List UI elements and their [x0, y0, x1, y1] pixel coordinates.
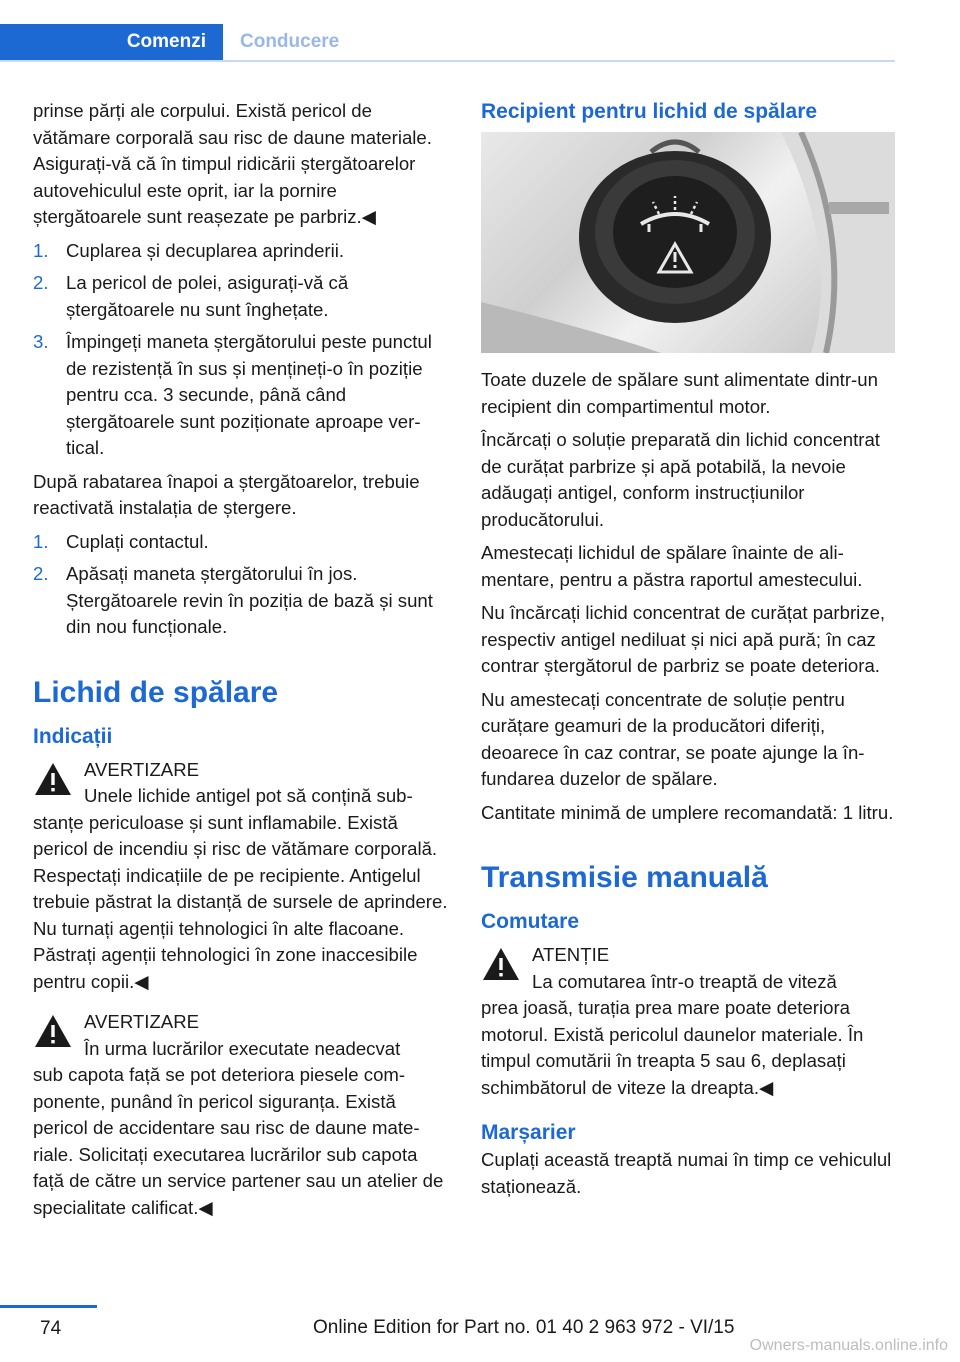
left-column: [33, 98, 448, 1228]
reverse-title: Marșarier: [481, 1121, 576, 1144]
intro-paragraph: prinse părți ale corpului. Există pericol de vătămare corporală sau risc de daune materiale. Asigurați-vă că în timpul ridicării ștergătoarelor autovehiculul este oprit, iar la pornire ștergătoarele sunt reașezate pe parbriz.◀: [33, 100, 432, 227]
subsection-title-comutare: Comutare: [481, 910, 580, 933]
step-text: Cuplați contactul.: [66, 530, 209, 552]
warning-triangle-icon: [33, 761, 73, 797]
paragraph: Nu încărcați lichid concentrat de curățat parbrize, respectiv antigel nediluat și nici apă pură; în caz contrar ștergătorul de parbriz se poate deteriora.: [481, 602, 886, 676]
warning-first-line: În urma lucrărilor executate neadecvat: [84, 1037, 401, 1059]
step-number: 2.: [33, 272, 49, 293]
recipient-title: Recipient pentru lichid de spălare: [481, 100, 818, 123]
paragraph: Nu amestecați concentrate de soluție pentru curățare geamuri de la producători diferiți, deoarece în caz contrar, se poate ajunge la înfundarea duzelor de spălare.: [481, 688, 865, 789]
steps-list-b: [33, 529, 448, 641]
subsection-title-indicatii: Indicații: [33, 724, 113, 748]
section-title-lichid: Lichid de spălare: [33, 675, 279, 709]
edition-label: Online Edition for Part no. 01 40 2 963 972 - VI/15: [313, 1317, 735, 1338]
reverse-text: Cuplați această treaptă numai în timp ce vehiculul staționează.: [481, 1149, 892, 1197]
caution-title: ATENȚIE: [532, 944, 610, 965]
paragraph: Încărcați o soluție preparată din lichid concentrat de curățat parbrize și apă potabilă, la nevoie adăugați antigel, conform instrucțiunilor producătorului.: [481, 429, 880, 530]
warning-first-line: Unele lichide antigel pot să conțină sub-: [84, 785, 413, 806]
list-item: [33, 529, 448, 556]
caution-text: prea joasă, turația prea mare poate deteriora motorul. Există pericolul daunelor materiale. În timpul comutării în treapta 5 sau 6, deplasați schimbătorul de viteze la dreapta.◀: [481, 997, 864, 1098]
step-text: Apăsați maneta ștergătorului în jos. Ștergătoarele revin în poziția de bază și sunt din nou funcționale.: [66, 563, 433, 637]
warning-triangle-icon: [33, 1013, 73, 1049]
step-number: 1.: [33, 530, 49, 552]
caution-block: [481, 942, 896, 1101]
list-item: [33, 329, 448, 462]
step-text: Împingeți maneta ștergătorului peste punctul de rezistență în sus și mențineți-o în poziție pentru cca. 3 secunde, până când ștergătoarele sunt poziționate aproape vertical.: [66, 331, 432, 458]
tab-comenzi[interactable]: Comenzi: [0, 24, 223, 60]
right-column: [481, 98, 896, 1207]
step-number: 3.: [33, 331, 49, 352]
section-title-transmisie: Transmisie manuală: [481, 861, 768, 894]
tab-conducere[interactable]: Conducere: [240, 31, 340, 52]
after-paragraph: După rabatarea înapoi a ștergătoarelor, trebuie reactivată instalația de ștergere.: [33, 470, 420, 518]
step-text: La pericol de polei, asigurați-vă că ștergătoarele nu sunt înghețate.: [66, 272, 349, 320]
warning-text: sub capota față se pot deteriora piesele componente, punând în pericol siguranța. Există pericol de accidentare sau risc de daune materiale. Solicitați executarea lucrărilor sub capota față de către un service partener sau un atelier de specialitate calificat.◀: [33, 1064, 444, 1218]
washer-cap-illustration: [481, 132, 895, 353]
list-item: [33, 238, 448, 265]
warning-text: stanțe periculoase și sunt inflamabile. Există pericol de incendiu și risc de vătămare corporală. Respectați indicațiile de pe recipiente. Antigelul trebuie păstrat la distanță de sursele de aprindere. Nu turnați agenții tehnologici în alte flacoane. Păstrați agenții tehnologici în zone inaccesibile pentru copii.◀: [33, 811, 448, 992]
paragraph: Toate duzele de spălare sunt alimentate dintr-un recipient din compartimentul motor.: [481, 369, 878, 417]
warning-title: AVERTIZARE: [84, 758, 200, 780]
steps-list-a: [33, 238, 448, 462]
footer-accent-line: [0, 1305, 97, 1308]
header-divider: [0, 60, 895, 62]
watermark: Owners-manuals.online.info: [749, 1337, 948, 1354]
step-text: Cuplarea și decuplarea aprinderii.: [66, 239, 345, 261]
paragraph: Cantitate minimă de umplere recomandată: 1 litru.: [481, 801, 894, 823]
caution-first-line: La comutarea într-o treaptă de viteză: [532, 970, 837, 992]
warning-block: [33, 757, 448, 996]
list-item: [33, 561, 448, 641]
step-number: 1.: [33, 239, 49, 261]
header-tabs: [0, 24, 895, 62]
warning-block: [33, 1009, 448, 1221]
paragraph: Amestecați lichidul de spălare înainte de alimentare, pentru a păstra raportul amestecului.: [481, 542, 863, 590]
list-item: [33, 270, 448, 323]
step-number: 2.: [33, 563, 49, 584]
page-number: 74: [40, 1318, 62, 1339]
washer-reservoir-photo: [481, 132, 895, 353]
warning-title: AVERTIZARE: [84, 1011, 200, 1032]
warning-triangle-icon: [481, 946, 521, 982]
